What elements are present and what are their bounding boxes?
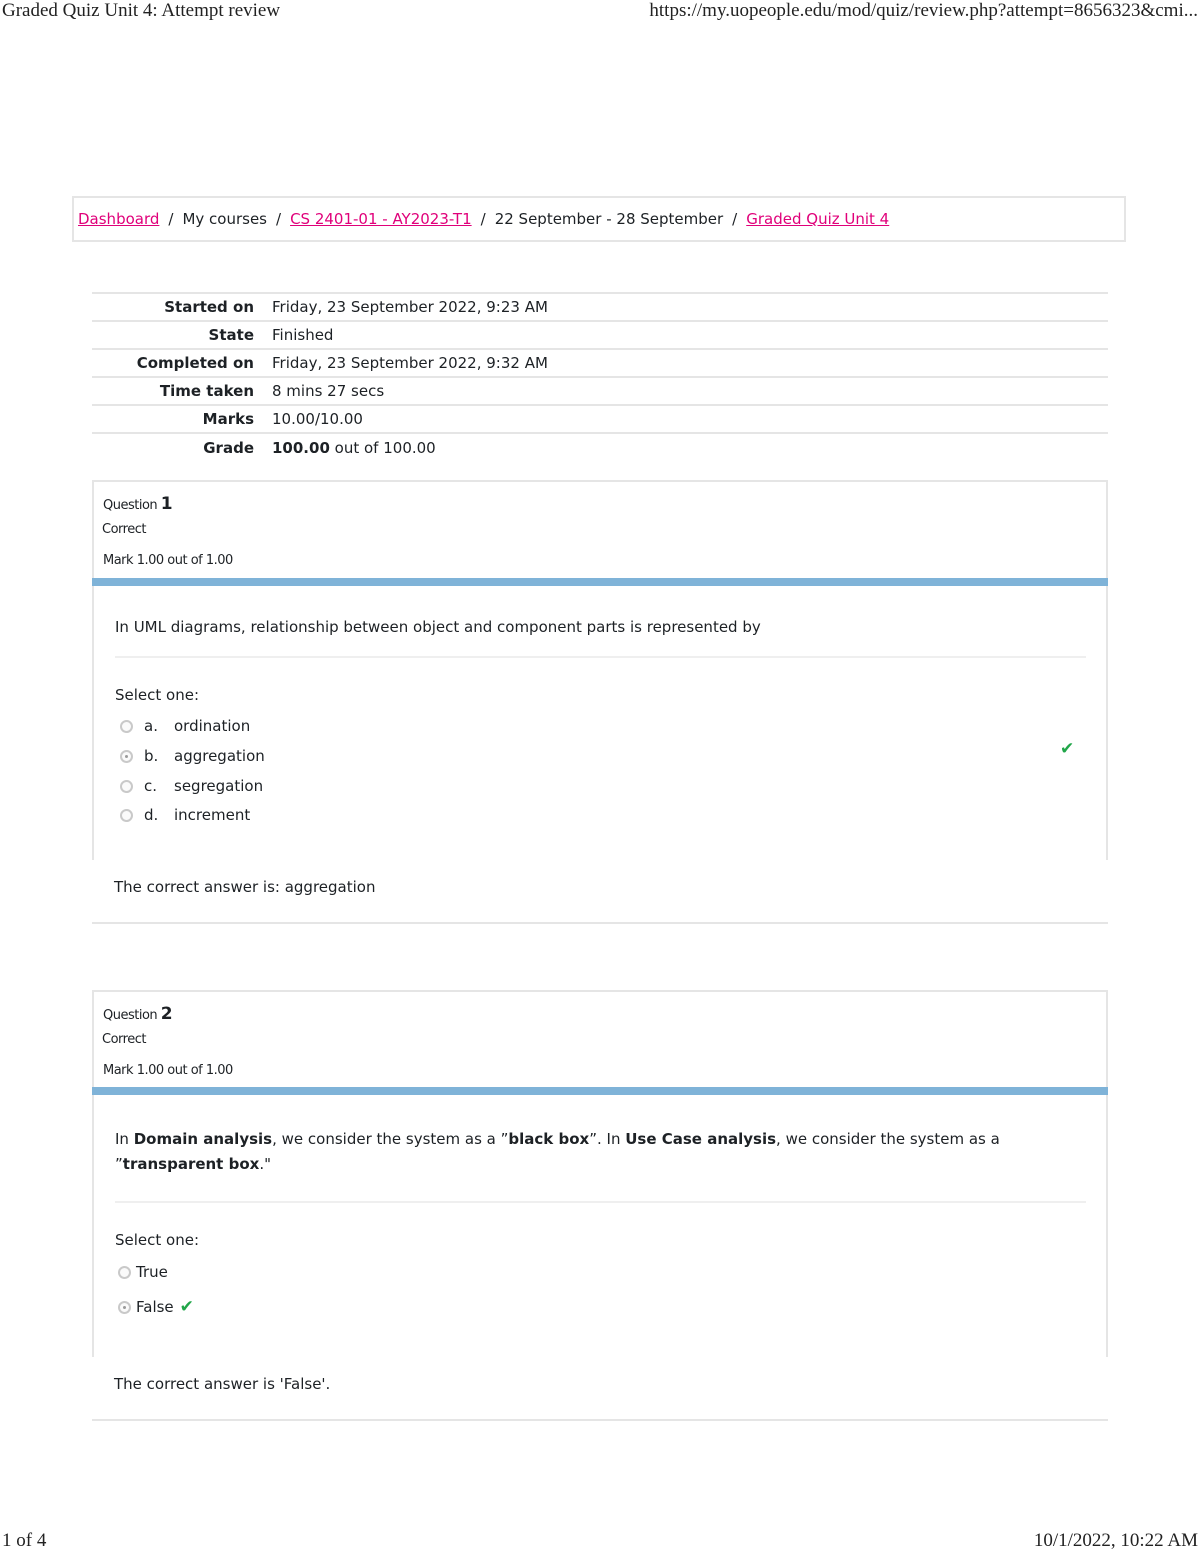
correct-check-icon: ✔	[179, 1297, 194, 1317]
summary-row-started	[92, 293, 1108, 321]
question-divider	[115, 656, 1086, 658]
option-label: True	[136, 1263, 168, 1281]
option-label: aggregation	[174, 747, 265, 765]
breadcrumb-week: 22 September - 28 September	[494, 210, 724, 228]
print-url: https://my.uopeople.edu/mod/quiz/review.php?attempt=8656323&cmi...	[649, 0, 1198, 21]
option-letter: d.	[144, 806, 159, 824]
summary-row-completed	[92, 349, 1108, 377]
print-datetime: 10/1/2022, 10:22 AM	[1033, 1530, 1198, 1551]
option-label: increment	[174, 806, 251, 824]
summary-label: Grade	[92, 433, 272, 461]
question-2-divider-bar	[92, 1087, 1108, 1095]
question-text	[115, 1127, 1086, 1177]
grade-score: 100.00	[272, 438, 330, 457]
question-1-divider-bar	[92, 578, 1108, 586]
question-1-feedback	[92, 860, 1108, 924]
radio-button[interactable]	[120, 720, 133, 733]
select-one-label: Select one:	[115, 686, 200, 704]
summary-row-time-taken	[92, 377, 1108, 405]
summary-value: 10.00/10.00	[272, 405, 1108, 433]
question-2-info	[92, 990, 1108, 1090]
radio-button-selected[interactable]	[120, 750, 133, 763]
text-segment: ."	[259, 1155, 271, 1173]
summary-label: Completed on	[92, 349, 272, 377]
answer-option-false[interactable]	[118, 1294, 194, 1320]
print-page-title: Graded Quiz Unit 4: Attempt review	[2, 0, 281, 21]
print-footer	[0, 1530, 1200, 1554]
breadcrumb-separator: /	[732, 210, 738, 228]
print-header	[0, 0, 1200, 24]
question-1-info	[92, 480, 1108, 580]
radio-button[interactable]	[118, 1266, 131, 1279]
question-1-content	[92, 586, 1108, 860]
option-label: False	[136, 1298, 174, 1316]
radio-button-selected[interactable]	[118, 1301, 131, 1314]
summary-value	[272, 433, 1108, 461]
radio-button[interactable]	[120, 809, 133, 822]
option-label: segregation	[174, 777, 264, 795]
question-number	[103, 494, 173, 514]
option-letter: c.	[144, 777, 158, 795]
summary-label: Marks	[92, 405, 272, 433]
correct-answer-text: The correct answer is: aggregation	[114, 878, 376, 896]
summary-label: Time taken	[92, 377, 272, 405]
question-state: Correct	[102, 1032, 146, 1047]
answer-option-b[interactable]	[120, 743, 265, 769]
summary-value: Friday, 23 September 2022, 9:32 AM	[272, 349, 1108, 377]
select-one-label: Select one:	[115, 1231, 200, 1249]
question-prefix: Question	[103, 498, 158, 513]
question-state: Correct	[102, 522, 146, 537]
breadcrumb	[72, 196, 1126, 242]
text-segment-bold: transparent box	[122, 1155, 260, 1173]
summary-row-grade	[92, 433, 1108, 461]
text-segment-bold: Use Case analysis	[625, 1130, 777, 1148]
text-segment-bold: Domain analysis	[133, 1130, 273, 1148]
summary-row-marks	[92, 405, 1108, 433]
breadcrumb-separator: /	[168, 210, 174, 228]
grade-out-of: out of 100.00	[334, 438, 436, 457]
text-segment: In	[115, 1130, 134, 1148]
text-segment: , we consider the system as a ”	[272, 1130, 509, 1148]
correct-answer-text: The correct answer is 'False'.	[114, 1375, 331, 1393]
breadcrumb-dashboard-link[interactable]: Dashboard	[78, 210, 160, 228]
summary-row-state	[92, 321, 1108, 349]
breadcrumb-separator: /	[480, 210, 486, 228]
question-mark: Mark 1.00 out of 1.00	[103, 1063, 233, 1078]
breadcrumb-course-link[interactable]: CS 2401-01 - AY2023-T1	[290, 210, 472, 228]
answer-option-c[interactable]	[120, 773, 263, 799]
option-letter: b.	[144, 747, 159, 765]
summary-label: Started on	[92, 293, 272, 321]
answer-option-true[interactable]	[118, 1259, 168, 1285]
question-text: In UML diagrams, relationship between object and component parts is represented by	[115, 618, 761, 636]
radio-button[interactable]	[120, 780, 133, 793]
question-number-value: 1	[160, 494, 173, 514]
breadcrumb-quiz-link[interactable]: Graded Quiz Unit 4	[746, 210, 890, 228]
question-2-content	[92, 1095, 1108, 1357]
question-2-feedback	[92, 1357, 1108, 1421]
answer-option-a[interactable]	[120, 713, 250, 739]
text-segment: ”. In	[589, 1130, 626, 1148]
question-divider	[115, 1201, 1086, 1203]
option-label: ordination	[174, 717, 251, 735]
correct-check-icon: ✔	[1060, 739, 1075, 759]
answer-option-d[interactable]	[120, 802, 250, 828]
summary-label: State	[92, 321, 272, 349]
question-number	[103, 1004, 173, 1024]
question-mark: Mark 1.00 out of 1.00	[103, 553, 233, 568]
text-segment-bold: black box	[508, 1130, 590, 1148]
question-prefix: Question	[103, 1008, 158, 1023]
option-letter: a.	[144, 717, 158, 735]
attempt-summary-table	[92, 292, 1108, 461]
question-number-value: 2	[160, 1004, 173, 1024]
print-page-number: 1 of 4	[2, 1530, 47, 1551]
breadcrumb-my-courses: My courses	[182, 210, 267, 228]
summary-value: Friday, 23 September 2022, 9:23 AM	[272, 293, 1108, 321]
breadcrumb-separator: /	[276, 210, 282, 228]
text-segment: , we consider the system as a ”	[115, 1130, 1000, 1173]
summary-value: 8 mins 27 secs	[272, 377, 1108, 405]
summary-value: Finished	[272, 321, 1108, 349]
